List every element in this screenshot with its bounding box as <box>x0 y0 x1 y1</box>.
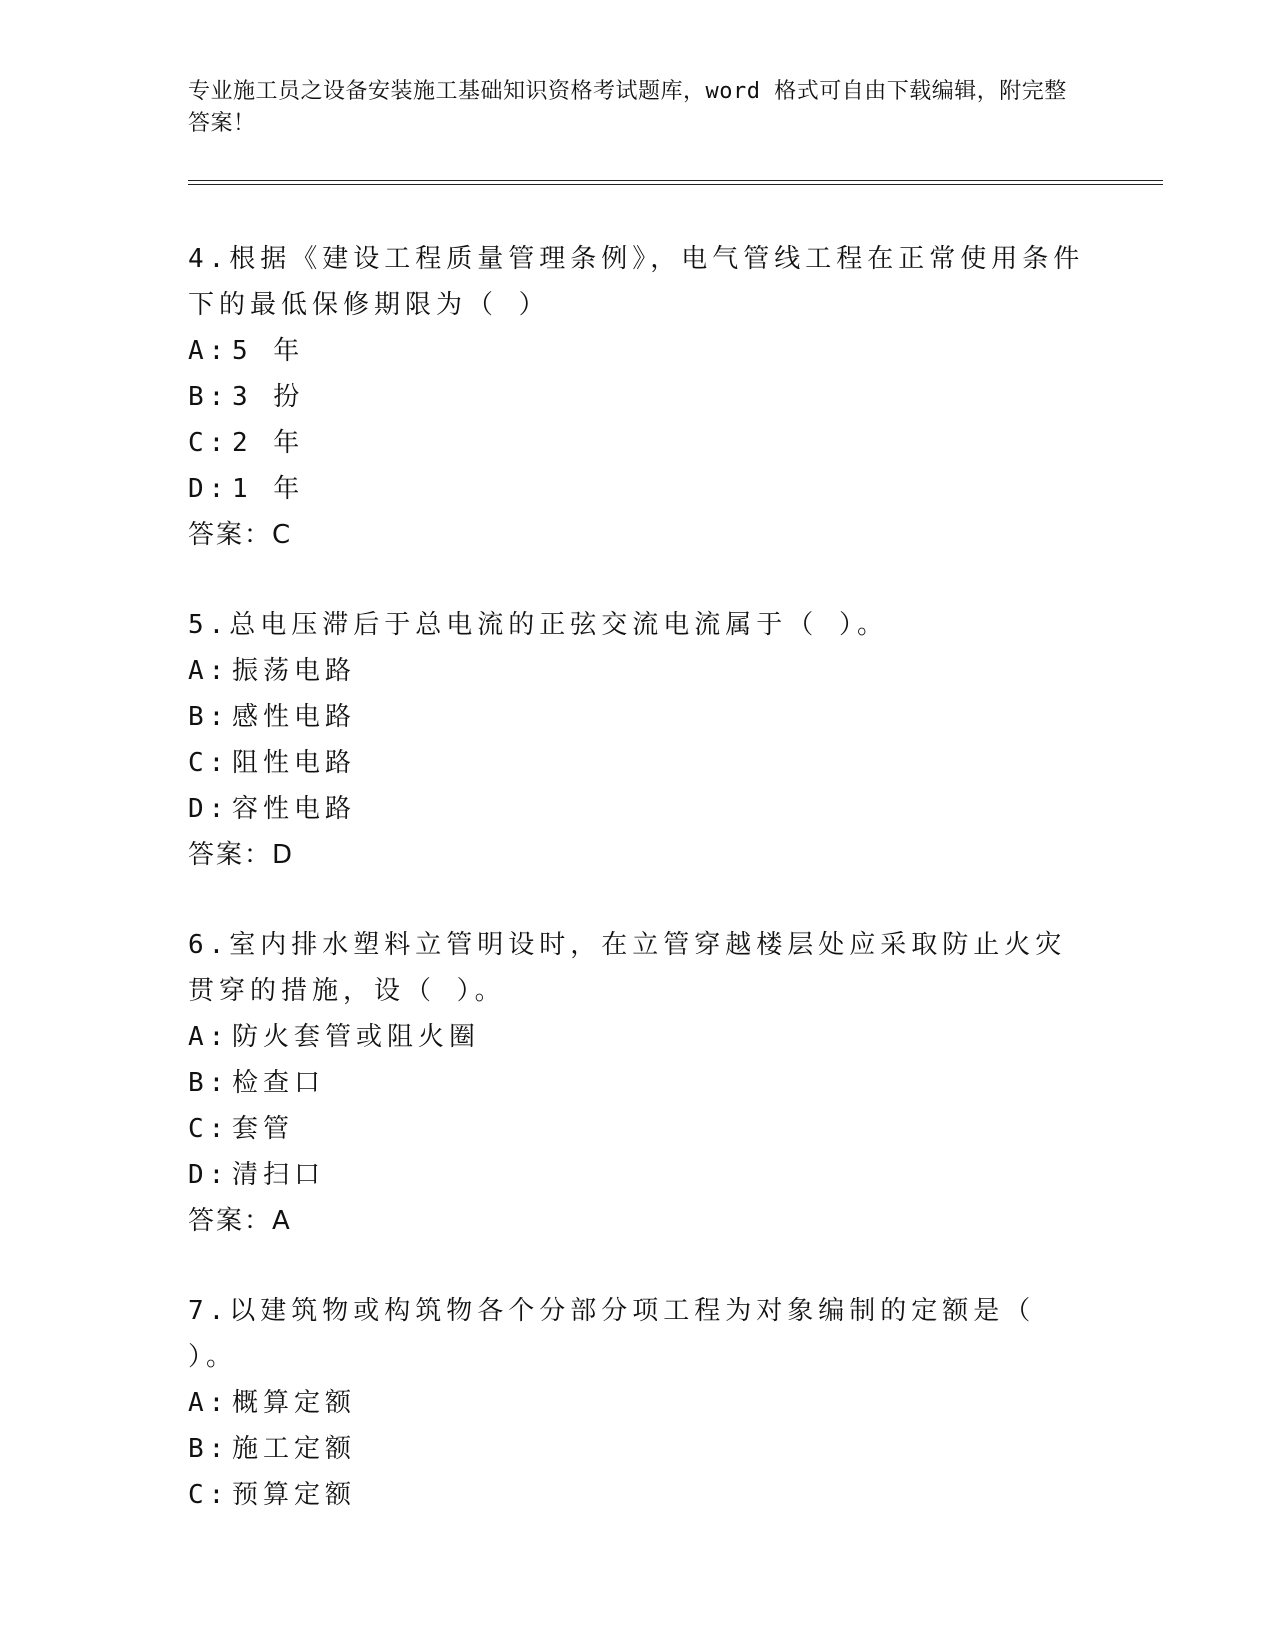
option-c <box>188 1106 1088 1152</box>
option-key: A: <box>188 1022 230 1052</box>
option-key: C: <box>188 748 230 778</box>
option-key: A: <box>188 1388 230 1418</box>
option-key: C: <box>188 1114 230 1144</box>
option-a <box>188 1380 1088 1426</box>
option-key: B: <box>188 702 230 732</box>
option-text: 5 年 <box>232 336 305 366</box>
header-divider <box>188 180 1163 185</box>
answer-line: 答案：C <box>188 520 293 550</box>
option-c <box>188 740 1088 786</box>
option-text: 概算定额 <box>232 1388 357 1418</box>
option-text: 阻性电路 <box>232 748 357 778</box>
option-text: 感性电路 <box>232 702 357 732</box>
question-5 <box>188 602 1088 878</box>
option-text: 检查口 <box>232 1068 326 1098</box>
answer-line: 答案：A <box>188 1206 292 1236</box>
option-key: A: <box>188 336 230 366</box>
option-key: D: <box>188 1160 230 1190</box>
option-b <box>188 1426 1088 1472</box>
question-text: 7.以建筑物或构筑物各个分部分项工程为对象编制的定额是（ ）。 <box>188 1296 1036 1372</box>
option-a <box>188 648 1088 694</box>
option-a <box>188 328 1088 374</box>
option-d <box>188 1152 1088 1198</box>
option-text: 清扫口 <box>232 1160 326 1190</box>
option-key: C: <box>188 1480 230 1510</box>
option-key: B: <box>188 1068 230 1098</box>
option-text: 预算定额 <box>232 1480 357 1510</box>
document-header: 专业施工员之设备安装施工基础知识资格考试题库，word 格式可自由下载编辑，附完整答案！ <box>188 79 1067 136</box>
option-key: D: <box>188 474 230 504</box>
answer-line: 答案：D <box>188 840 295 870</box>
option-b <box>188 374 1088 420</box>
question-list <box>188 236 1088 1562</box>
question-text: 6.室内排水塑料立管明设时，在立管穿越楼层处应采取防止火灾贯穿的措施，设（ ）。 <box>188 930 1067 1006</box>
option-b <box>188 1060 1088 1106</box>
question-4 <box>188 236 1088 558</box>
option-text: 容性电路 <box>232 794 357 824</box>
option-text: 防火套管或阻火圈 <box>232 1022 481 1052</box>
option-b <box>188 694 1088 740</box>
option-d <box>188 786 1088 832</box>
option-text: 套管 <box>232 1114 295 1144</box>
option-c <box>188 1472 1088 1518</box>
option-text: 施工定额 <box>232 1434 357 1464</box>
question-6 <box>188 922 1088 1244</box>
option-text: 2 年 <box>232 428 305 458</box>
option-d <box>188 466 1088 512</box>
option-text: 振荡电路 <box>232 656 357 686</box>
option-key: A: <box>188 656 230 686</box>
option-c <box>188 420 1088 466</box>
option-text: 3 扮 <box>232 382 305 412</box>
question-text: 4.根据《建设工程质量管理条例》，电气管线工程在正常使用条件下的最低保修期限为（ ） <box>188 244 1085 320</box>
option-key: C: <box>188 428 230 458</box>
option-key: B: <box>188 1434 230 1464</box>
option-text: 1 年 <box>232 474 305 504</box>
question-text: 5.总电压滞后于总电流的正弦交流电流属于（ ）。 <box>188 610 888 640</box>
option-key: B: <box>188 382 230 412</box>
option-key: D: <box>188 794 230 824</box>
option-a <box>188 1014 1088 1060</box>
question-7 <box>188 1288 1088 1518</box>
